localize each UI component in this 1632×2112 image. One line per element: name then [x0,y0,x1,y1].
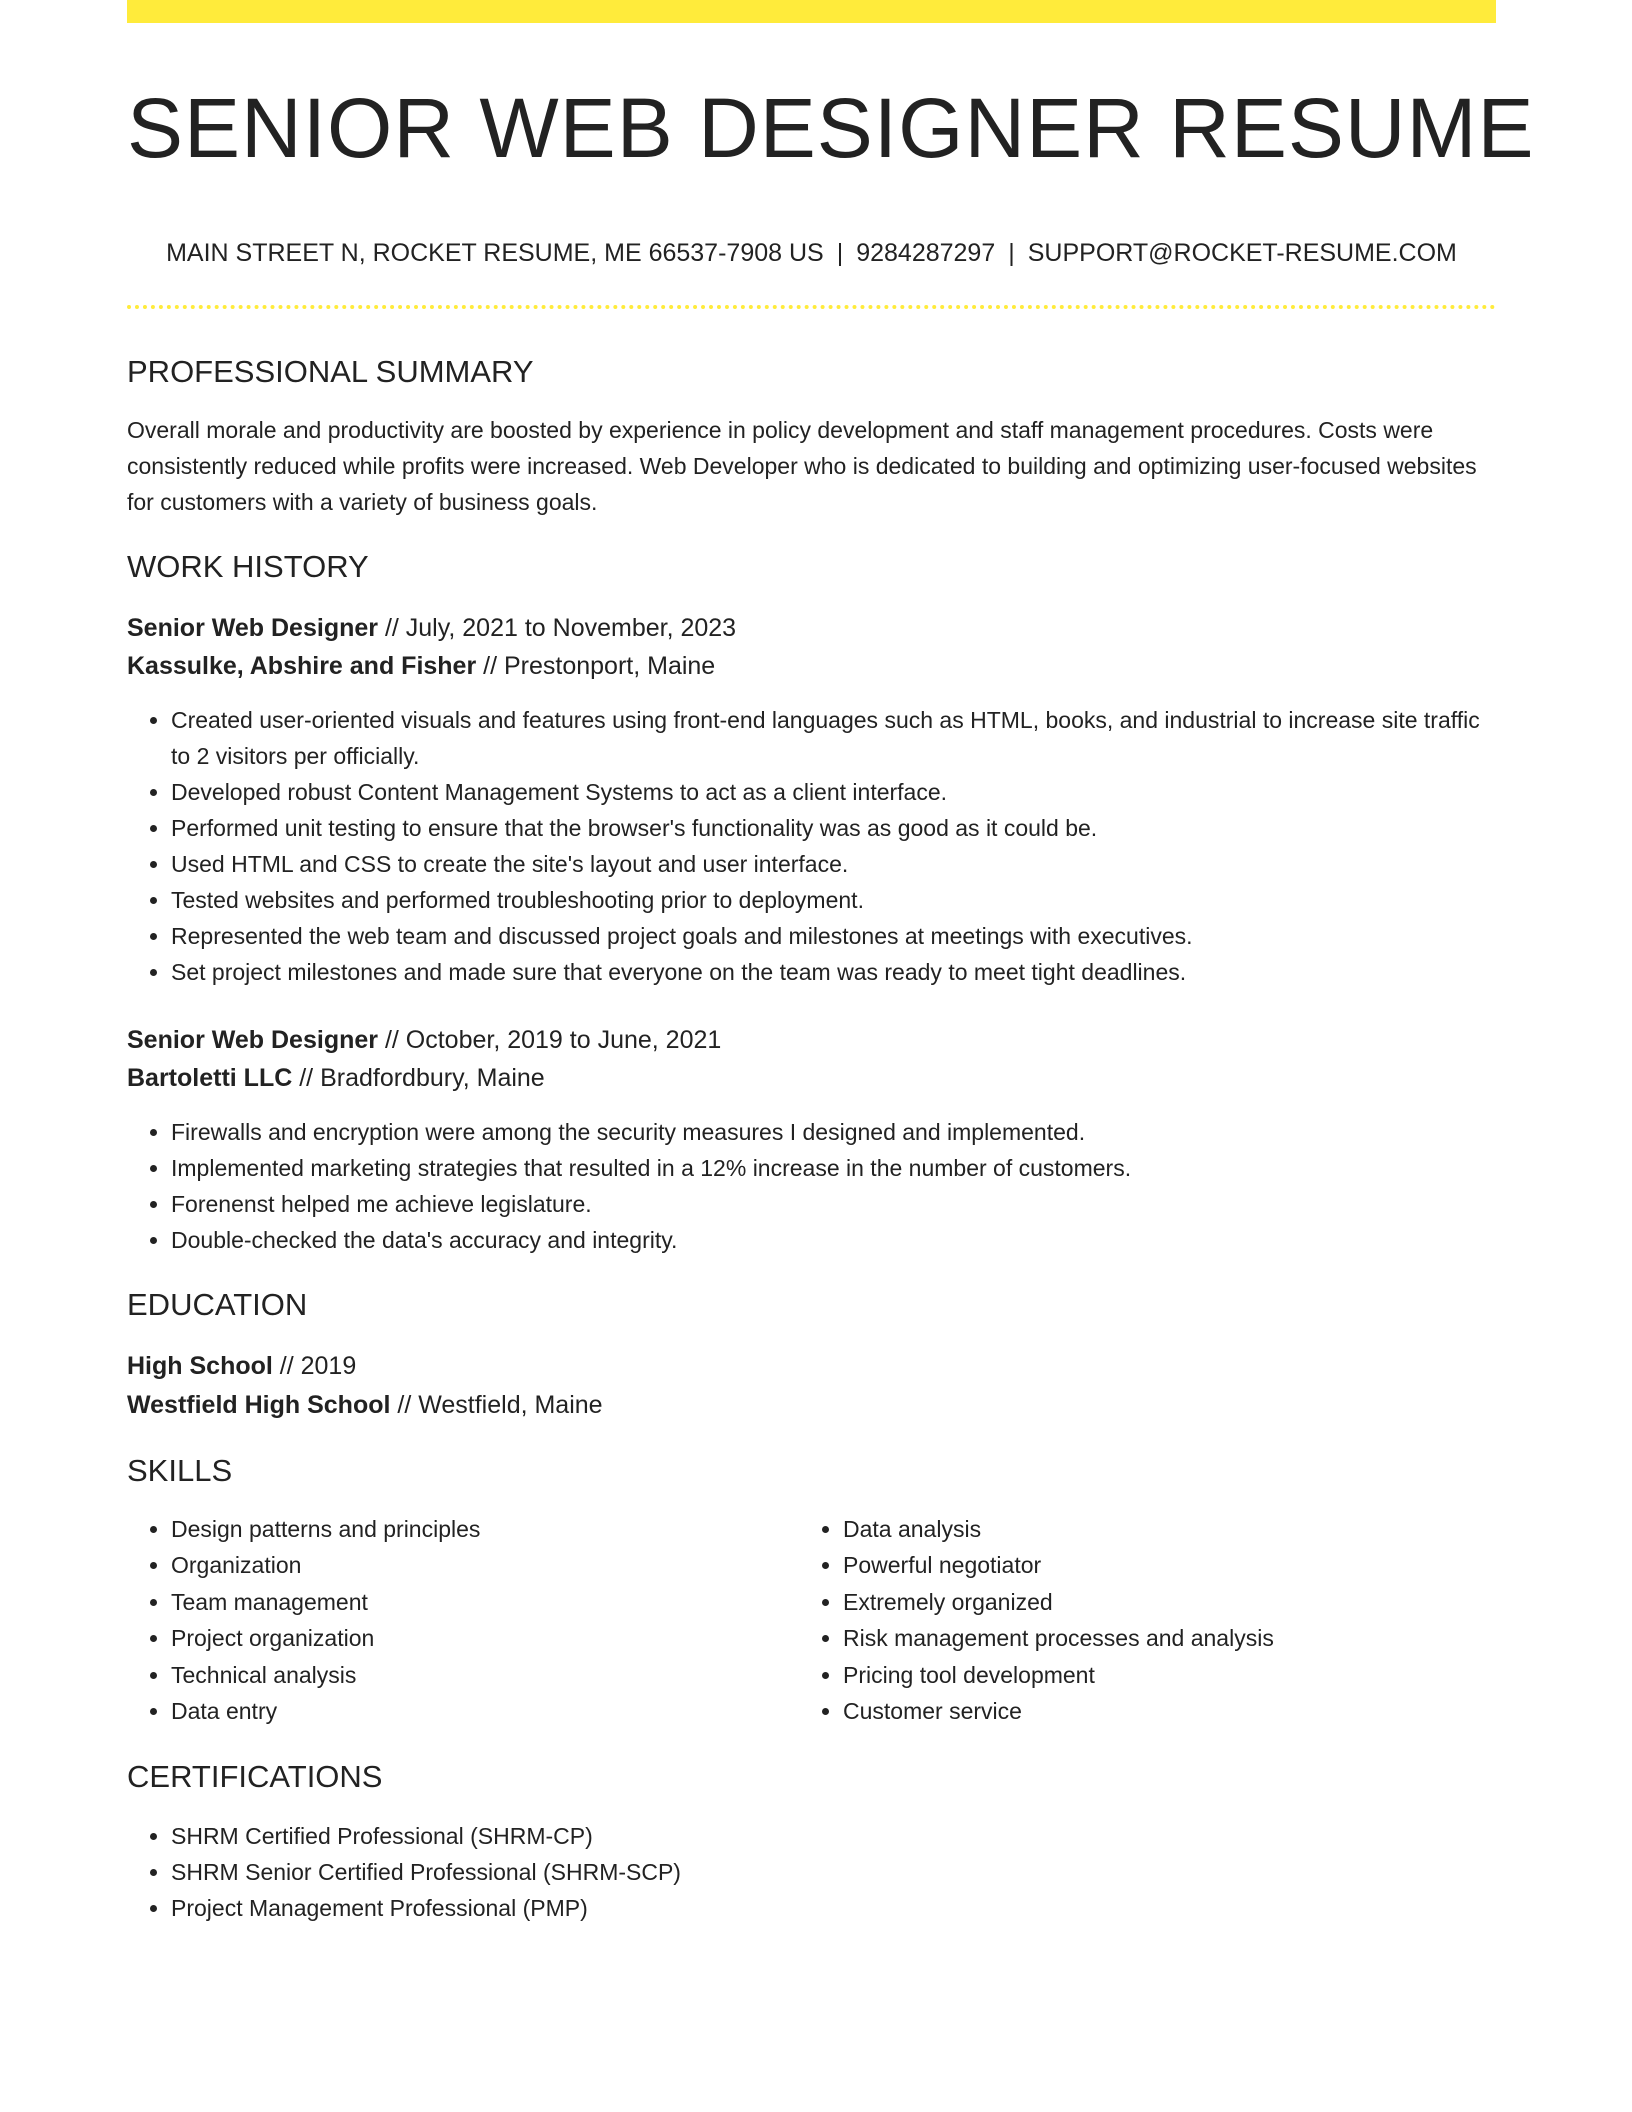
list-item: • Created user-oriented visuals and features using front-end languages such as HTML, books, and industrial to increase site traffic to 2 visitors per officially. [171,702,1496,774]
list-item: • Represented the web team and discussed project goals and milestones at meetings with executives. [171,918,1496,954]
certifications-heading: CERTIFICATIONS [127,1759,383,1794]
list-item: • Data entry [171,1693,791,1729]
certifications-list [127,1818,1496,1926]
list-item: • Organization [171,1547,791,1583]
job-dates: // October, 2019 to June, 2021 [378,1026,722,1054]
education-degree-line [127,1348,356,1384]
job-company-line [127,648,715,684]
list-item: • Firewalls and encryption were among the security measures I designed and implemented. [171,1114,1496,1150]
list-item: • Technical analysis [171,1657,791,1693]
education-school-line [127,1387,603,1423]
job-company-line [127,1060,545,1096]
job-title-line [127,610,736,646]
contact-separator: | [1008,239,1015,267]
work-history-heading: WORK HISTORY [127,549,369,584]
list-item: • Data analysis [843,1511,1493,1547]
list-item: • Project Management Professional (PMP) [171,1890,1496,1926]
list-item: • Extremely organized [843,1584,1493,1620]
phone: 9284287297 [856,239,996,267]
job-dates: // July, 2021 to November, 2023 [378,614,737,642]
list-item: • Implemented marketing strategies that resulted in a 12% increase in the number of customers. [171,1150,1496,1186]
dotted-divider [127,305,1496,309]
job-title-line [127,1022,721,1058]
list-item: • Set project milestones and made sure that everyone on the team was ready to meet tight deadlines. [171,954,1496,990]
list-item: • Double-checked the data's accuracy and integrity. [171,1222,1496,1258]
skills-heading: SKILLS [127,1453,233,1488]
job-location: // Bradfordbury, Maine [292,1064,545,1092]
summary-text: Overall morale and productivity are boosted by experience in policy development and staff management procedures. Costs were consistently reduced while profits were increased. Web Developer who is dedicated to building and optimizing user-focused websites for customers with a variety of business goals. [127,417,1477,515]
list-item: • Pricing tool development [843,1657,1493,1693]
list-item: • Developed robust Content Management Systems to act as a client interface. [171,774,1496,810]
job-company: Bartoletti LLC [127,1064,293,1092]
summary-heading: PROFESSIONAL SUMMARY [127,354,534,389]
list-item: • Risk management processes and analysis [843,1620,1493,1656]
job-bullets [127,1114,1496,1258]
list-item: • Design patterns and principles [171,1511,791,1547]
education-degree: High School [127,1352,273,1380]
list-item: • SHRM Certified Professional (SHRM-CP) [171,1818,1496,1854]
skills-list-right [799,1511,1493,1729]
list-item: • Customer service [843,1693,1493,1729]
accent-top-bar [127,0,1496,23]
job-bullets [127,702,1496,990]
list-item: • Performed unit testing to ensure that the browser's functionality was as good as it could be. [171,810,1496,846]
list-item: • Project organization [171,1620,791,1656]
skills-list-left [127,1511,791,1729]
education-year: // 2019 [272,1352,357,1380]
job-title: Senior Web Designer [127,1026,378,1054]
list-item: • Forenenst helped me achieve legislature. [171,1186,1496,1222]
list-item: • Team management [171,1584,791,1620]
page-title: SENIOR WEB DESIGNER RESUME [127,81,1535,175]
email: SUPPORT@ROCKET-RESUME.COM [1027,239,1457,267]
list-item: • Powerful negotiator [843,1547,1493,1583]
education-heading: EDUCATION [127,1287,308,1322]
education-location: // Westfield, Maine [390,1391,603,1419]
contact-line [127,236,1496,270]
job-location: // Prestonport, Maine [476,652,716,680]
job-company: Kassulke, Abshire and Fisher [127,652,477,680]
list-item: • Used HTML and CSS to create the site's layout and user interface. [171,846,1496,882]
list-item: • SHRM Senior Certified Professional (SHRM-SCP) [171,1854,1496,1890]
address: MAIN STREET N, ROCKET RESUME, ME 66537-7908 US [166,239,824,267]
job-title: Senior Web Designer [127,614,378,642]
list-item: • Tested websites and performed troubleshooting prior to deployment. [171,882,1496,918]
education-school: Westfield High School [127,1391,391,1419]
contact-separator: | [836,239,844,267]
